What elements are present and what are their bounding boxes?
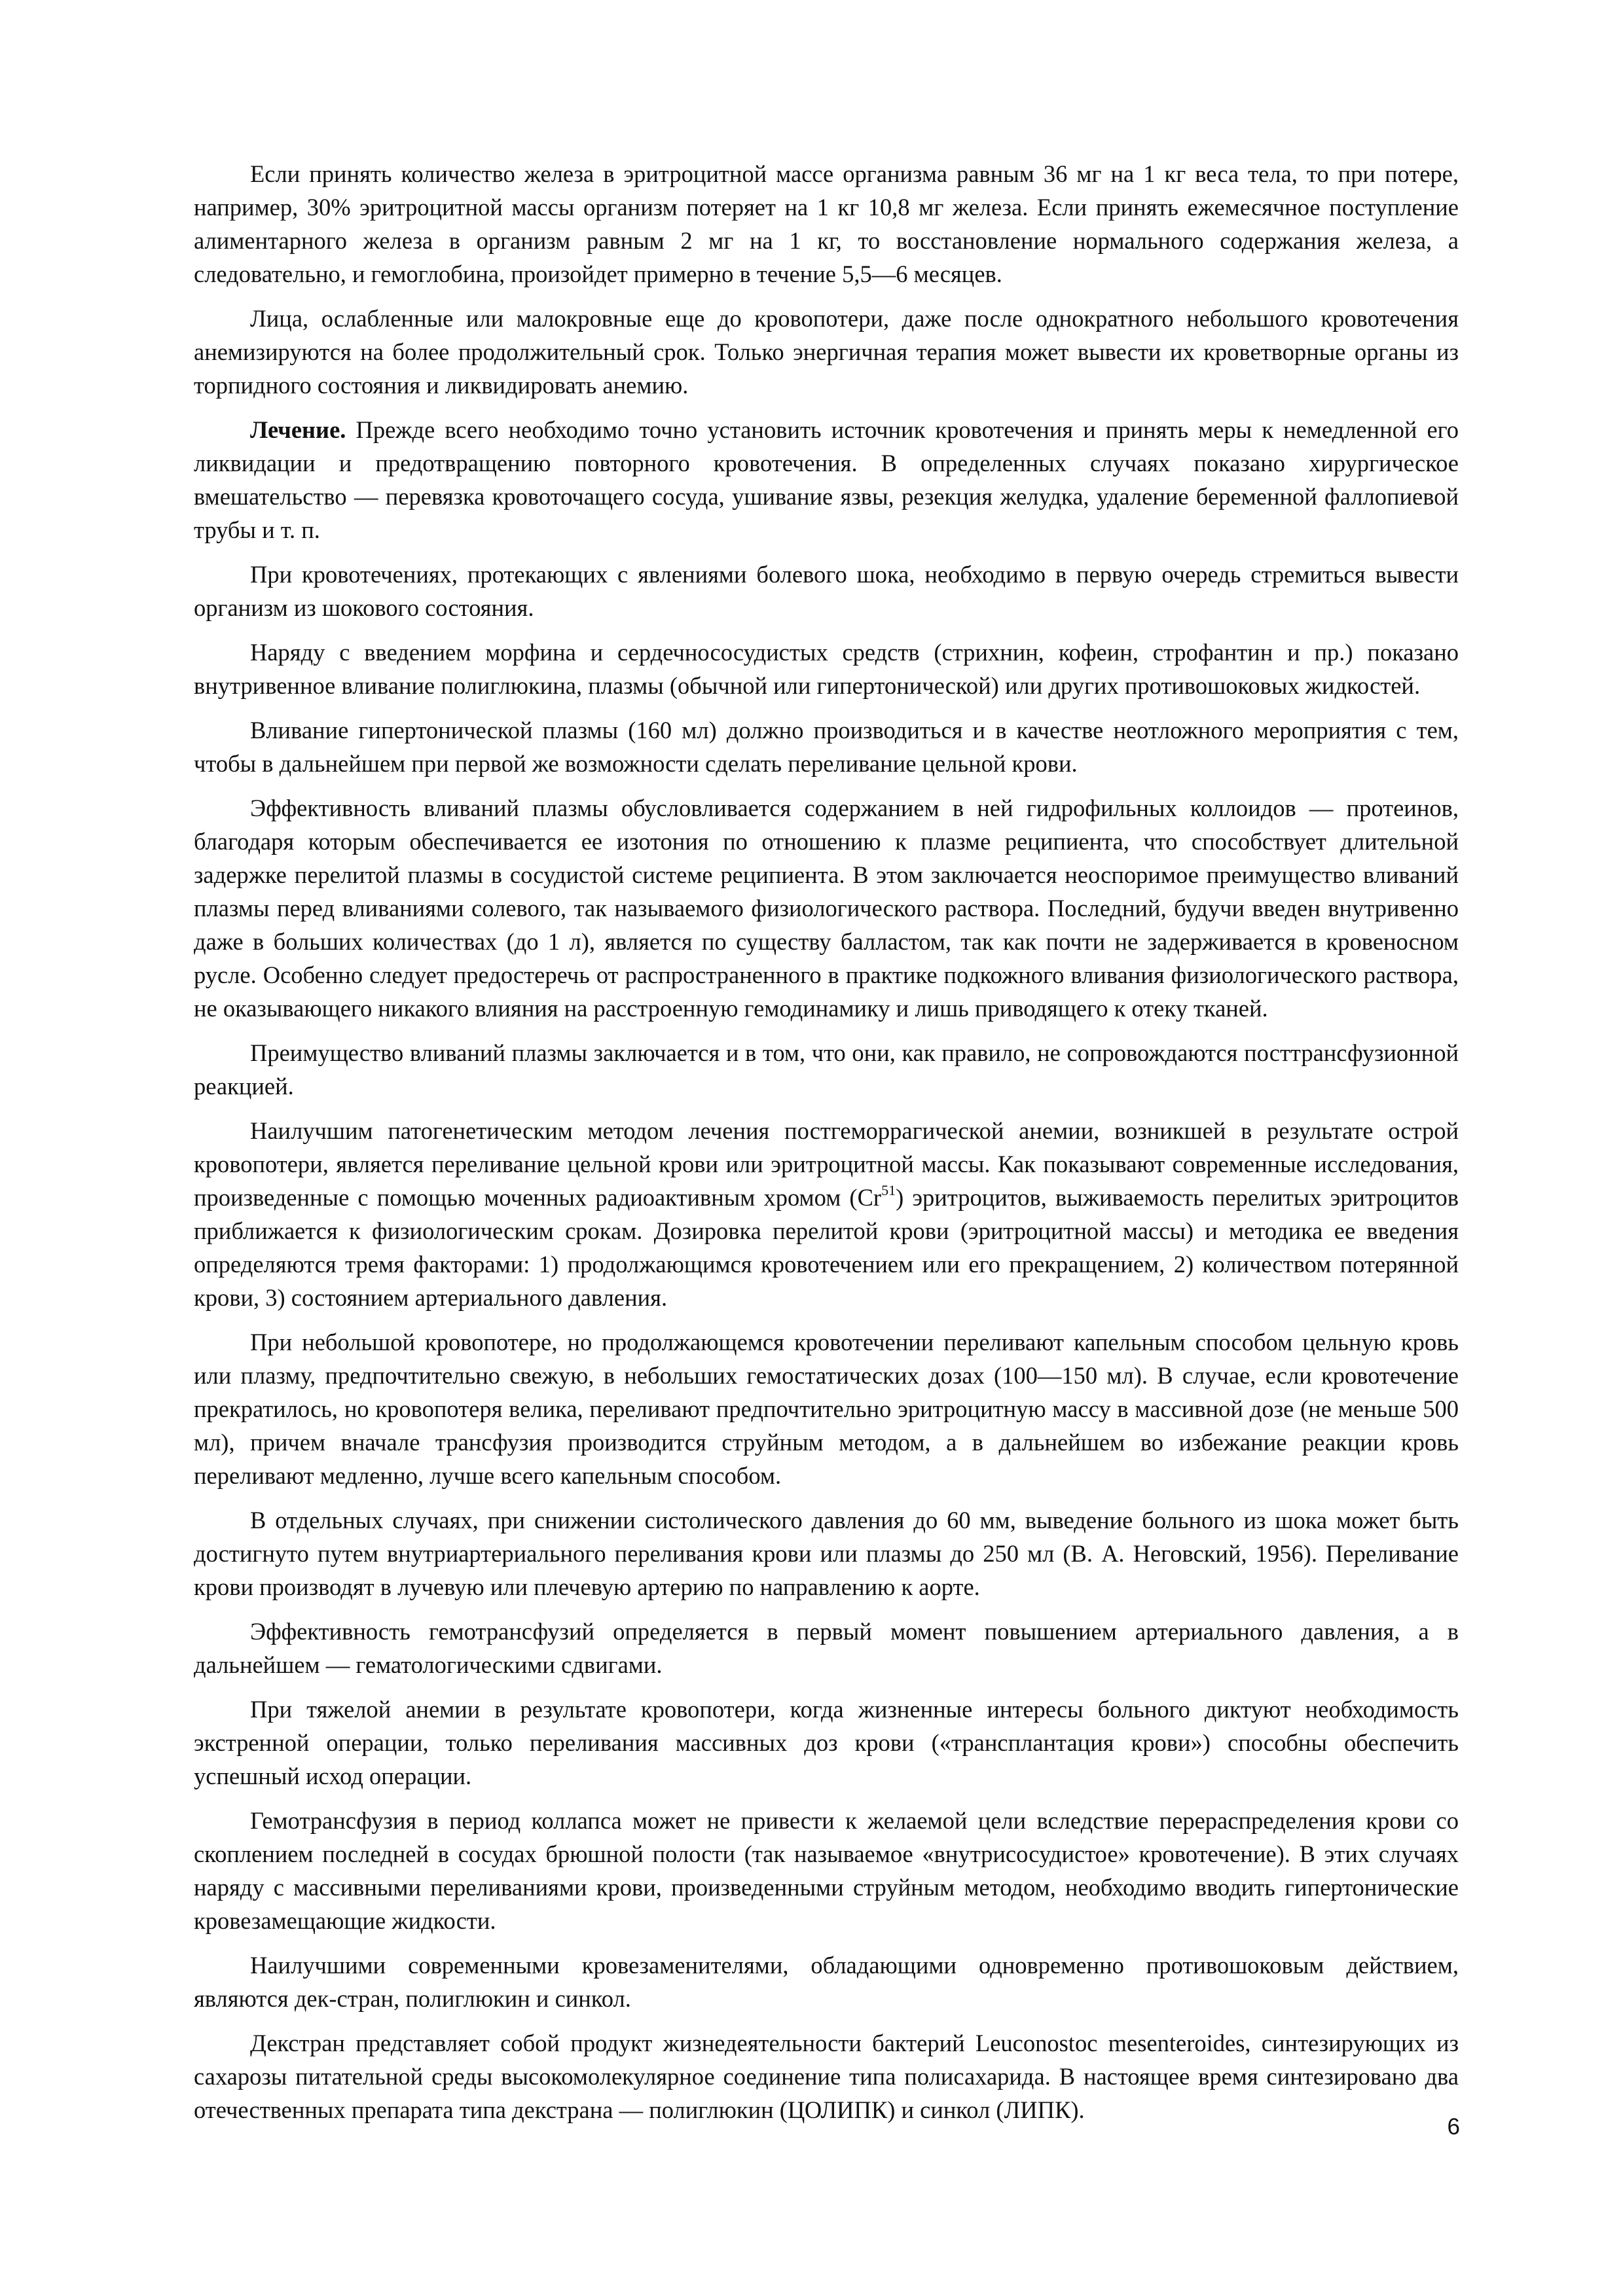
chrom-before: Наилучшим патогенетическим методом лечения постгеморрагической анемии, возникшей в результате острой кровопотери, является переливание цельной крови или эритроцитной массы. Как показывают современные исследования, произведенные с помощью моченных радиоактивным хромом (Cr [194,1117,1459,1211]
treatment-text: Прежде всего необходимо точно установить источник кровотечения и принять меры к немедленной его ликвидации и предотвращению повторного кровотечения. В определенных случаях показано хирургическое вмешательство — перевязка кровоточащего сосуда, ушивание язвы, резекция желудка, удаление беременной фаллопиевой трубы и т. п. [194,416,1459,543]
paragraph: Лица, ослабленные или малокровные еще до кровопотери, даже после однократного небольшого кровотечения анемизируются на более продолжительный срок. Только энергичная терапия может вывести их кроветворные органы из торпидного состояния и ликвидировать анемию. [194,305,1459,399]
paragraph: При тяжелой анемии в результате кровопотери, когда жизненные интересы больного диктуют необходимость экстренной операции, только переливания массивных доз крови («трансплантация крови») способны обеспечить успешный исход операции. [194,1696,1459,1789]
paragraph: При кровотечениях, протекающих с явлениями болевого шока, необходимо в первую очередь стремиться вывести организм из шокового состояния. [194,561,1459,621]
chrom-superscript: 51 [881,1181,896,1198]
paragraph: В отдельных случаях, при снижении систолического давления до 60 мм, выведение больного из шока может быть достигнуто путем внутриартериального переливания крови или плазмы до 250 мл (В. А. Неговский, 1956). Переливание крови производят в лучевую или плечевую артерию по направлению к аорте. [194,1507,1459,1600]
paragraph: Эффективность вливаний плазмы обусловливается содержанием в ней гидрофильных коллоидов — протеинов, благодаря которым обеспечивается ее изотония по отношению к плазме реципиента, что способствует длительной задержке перелитой плазмы в сосудистой системе реципиента. В этом заключается неоспоримое преимущество вливаний плазмы перед вливаниями солевого, так называемого физиологического раствора. Последний, будучи введен внутривенно даже в больших количествах (до 1 л), является по существу балластом, так как почти не задерживается в кровеносном русле. Особенно следует предостеречь от распространенного в практике подкожного вливания физиологического раствора, не оказывающего никакого влияния на расстроенную гемодинамику и лишь приводящего к отеку тканей. [194,795,1459,1022]
paragraph: Вливание гипертонической плазмы (160 мл) должно производиться и в качестве неотложного мероприятия с тем, чтобы в дальнейшем при первой же возможности сделать переливание цельной крови. [194,717,1459,777]
chrom-after: ) эритроцитов, выживаемость перелитых эритроцитов приближается к физиологическим срокам. Дозировка перелитой крови (эритроцитной массы) и методика ее введения определяются тремя факторами: 1) продолжающимся кровотечением или его прекращением, 2) количеством потерянной крови, 3) состоянием артериального давления. [194,1184,1459,1311]
paragraph-chromium [194,1114,1459,1314]
page-number: 6 [1447,2114,1460,2140]
paragraph: Наряду с введением морфина и сердечнососудистых средств (стрихнин, кофеин, строфантин и пр.) показано внутривенное вливание полиглюкина, плазмы (обычной или гипертонической) или других противошоковых жидкостей. [194,639,1459,699]
paragraph: Декстран представляет собой продукт жизнедеятельности бактерий Leuconostoc mesenteroides, синтезирующих из сахарозы питательной среды высокомолекулярное соединение типа полисахарида. В настоящее время синтезировано два отечественных препарата типа декстрана — полиглюкин (ЦОЛИПК) и синкол (ЛИПК). [194,2030,1459,2123]
paragraph: Если принять количество железа в эритроцитной массе организма равным 36 мг на 1 кг веса тела, то при потере, например, 30% эритроцитной массы организм потеряет на 1 кг 10,8 мг железа. Если принять ежемесячное поступление алиментарного железа в организм равным 2 мг на 1 кг, то восстановление нормального содержания железа, а следовательно, и гемоглобина, произойдет примерно в течение 5,5—6 месяцев. [194,160,1459,287]
paragraph: Эффективность гемотрансфузий определяется в первый момент повышением артериального давления, а в дальнейшем — гематологическими сдвигами. [194,1618,1459,1678]
paragraph: Преимущество вливаний плазмы заключается и в том, что они, как правило, не сопровождаются посттрансфузионной реакцией. [194,1039,1459,1100]
paragraph: При небольшой кровопотере, но продолжающемся кровотечении переливают капельным способом цельную кровь или плазму, предпочтительно свежую, в небольших гемостатических дозах (100—150 мл). В случае, если кровотечение прекратилось, но кровопотеря велика, переливают предпочтительно эритроцитную массу в массивной дозе (не меньше 500 мл), причем вначале трансфузия производится струйным методом, а в дальнейшем во избежание реакции кровь переливают медленно, лучше всего капельным способом. [194,1329,1459,1489]
paragraph: Гемотрансфузия в период коллапса может не привести к желаемой цели вследствие перераспределения крови со скоплением последней в сосудах брюшной полости (так называемое «внутрисосудистое» кровотечение). В этих случаях наряду с массивными переливаниями крови, произведенными струйным методом, необходимо вводить гипертонические кровезамещающие жидкости. [194,1807,1459,1934]
paragraph-treatment [194,413,1459,547]
treatment-heading: Лечение. [250,416,346,443]
paragraph: Наилучшими современными кровезаменителями, обладающими одновременно противошоковым действием, являются дек-стран, полиглюкин и синкол. [194,1952,1459,2012]
body-text [194,157,1459,2138]
